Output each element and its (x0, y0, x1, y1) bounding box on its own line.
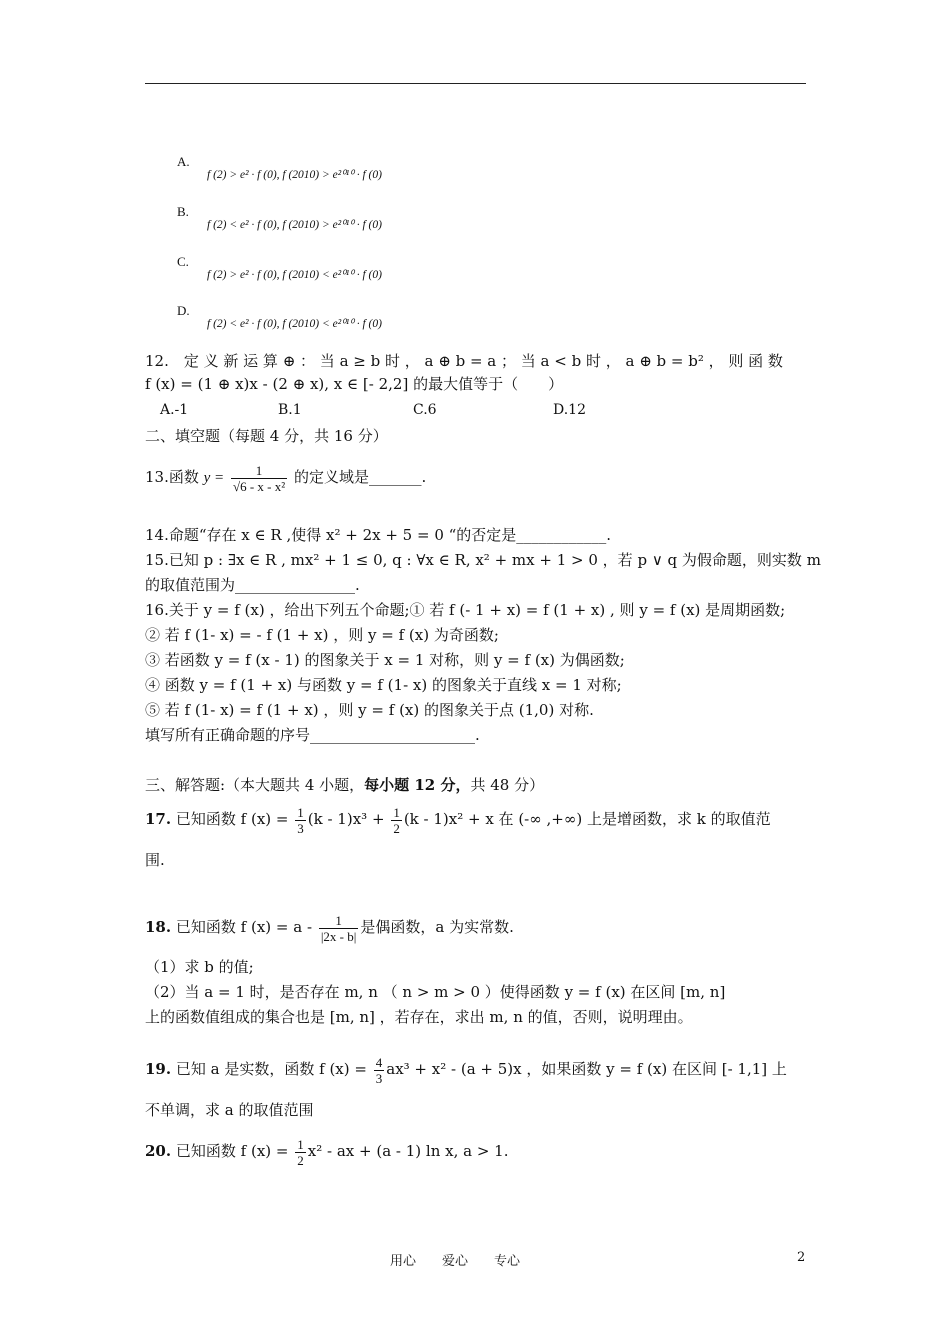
q12-choice-a: A.-1 (160, 402, 189, 418)
q12-choice-b: B.1 (278, 402, 302, 418)
q20-line1 (145, 1132, 810, 1170)
q13-numerator: 1 (255, 462, 263, 478)
q19-fraction (374, 1055, 385, 1086)
q13-lhs: y = (203, 470, 225, 486)
q17-number: 17. (145, 810, 172, 828)
q20-f-den: 2 (297, 1152, 304, 1168)
option-a-letter: A. (177, 154, 190, 169)
q19-f-num: 4 (375, 1054, 383, 1070)
q19-f-den: 3 (375, 1070, 383, 1086)
q20-text-b: x² - ax + (a - 1) ln x, a > 1. (307, 1142, 509, 1160)
q18-part3: 上的函数值组成的集合也是 [m, n] ，若存在，求出 m, n 的值，否则，说明理由。 (145, 1008, 693, 1026)
q12-choices (160, 398, 825, 422)
q19-text-b: ax³ + x² - (a + 5)x ，如果函数 y = f (x) 在区间 [- 1,1] 上 (386, 1060, 787, 1078)
q12-line1: 12. 定 义 新 运 算 ⊕ ： 当 a ≥ b 时 ， a ⊕ b = a ； 当 a < b 时 ， a ⊕ b = b² ， 则 函 数 (145, 352, 783, 370)
q13 (145, 458, 810, 497)
q20-f-num: 1 (297, 1136, 304, 1152)
section3-heading (145, 773, 810, 797)
q18-text-a: 已知函数 f (x) = a - (175, 918, 313, 936)
q12-choice-c: C.6 (413, 402, 437, 418)
q16-line4: ④ 函数 y = f (1 + x) 与函数 y = f (1- x) 的图象关于直线 x = 1 对称; (145, 676, 622, 694)
q12-choice-d: D.12 (553, 402, 586, 418)
option-d-expr: f (2) < e² · f (0), f (2010) < e²⁰¹⁰ · f (0) (207, 318, 382, 330)
q19-line2: 不单调，求 a 的取值范围 (145, 1101, 314, 1119)
q18-f-den: |2x - b| (320, 928, 357, 944)
q12-line2: f (x) = (1 ⊕ x)x - (2 ⊕ x), x ∈ [- 2,2] 的最大值等于（ ） (145, 375, 564, 393)
option-c-expr: f (2) > e² · f (0), f (2010) < e²⁰¹⁰ · f (0) (207, 269, 382, 281)
q17-line1 (145, 800, 810, 838)
q20-number: 20. (145, 1142, 172, 1160)
q18-number: 18. (145, 918, 172, 936)
section3-part-c: 共 48 分） (470, 776, 545, 794)
q17-f1-den: 3 (297, 820, 304, 836)
q16-line3: ③ 若函数 y = f (x - 1) 的图象关于 x = 1 对称，则 y = f (x) 为偶函数; (145, 651, 625, 669)
q13-suffix: 的定义域是_______. (293, 468, 427, 486)
q14: 14.命题“存在 x ∈ R ,使得 x² + 2x + 5 = 0 “的否定是____________. (145, 526, 612, 544)
q13-prefix: 13.函数 (145, 468, 199, 486)
q17-text-a: 已知函数 f (x) = (175, 810, 289, 828)
q16-line1: 16.关于 y = f (x) ，给出下列五个命题;① 若 f (- 1 + x) = f (1 + x) , 则 y = f (x) 是周期函数; (145, 601, 786, 619)
q15-line1: 15.已知 p : ∃x ∈ R , mx² + 1 ≤ 0, q : ∀x ∈ R, x² + mx + 1 > 0 ，若 p ∨ q 为假命题，则实数 m (145, 551, 821, 569)
q16-line5: ⑤ 若 f (1- x) = f (1 + x) ，则 y = f (x) 的图象关于点 (1,0) 对称. (145, 701, 594, 719)
section2-heading: 二、填空题（每题 4 分，共 16 分） (145, 427, 388, 445)
q15-line2: 的取值范围为________________. (145, 576, 360, 594)
q18-f-num: 1 (335, 912, 342, 928)
q13-denominator: √6 - x - x² (232, 478, 286, 494)
q18-part1: （1）求 b 的值; (145, 958, 254, 976)
option-d-letter: D. (177, 303, 190, 318)
header-rule (145, 83, 806, 84)
option-a-expr: f (2) > e² · f (0), f (2010) > e²⁰¹⁰ · f (0) (207, 169, 382, 181)
section3-part-b: 每小题 12 分， (364, 776, 471, 794)
q18-line1 (145, 908, 810, 946)
option-b-expr: f (2) < e² · f (0), f (2010) > e²⁰¹⁰ · f (0) (207, 219, 382, 231)
q17-fraction-2 (391, 805, 402, 836)
q20-fraction (295, 1137, 306, 1168)
q16-line6: 填写所有正确命题的序号______________________. (145, 726, 480, 744)
footer-slogan: 用心 爱心 专心 (390, 1254, 521, 1269)
q17-f2-num: 1 (393, 804, 400, 820)
q17-f1-num: 1 (297, 804, 304, 820)
section3-part-a: 三、解答题:（本大题共 4 小题， (145, 776, 365, 794)
q19-line1 (145, 1050, 810, 1088)
q18-text-b: 是偶函数，a 为实常数. (360, 918, 514, 936)
q19-text-a: 已知 a 是实数，函数 f (x) = (175, 1060, 367, 1078)
q17-text-c: (k - 1)x² + x 在 (-∞ ,+∞) 上是增函数，求 k 的取值范 (403, 810, 771, 828)
q17-f2-den: 2 (393, 820, 400, 836)
q19-number: 19. (145, 1060, 172, 1078)
option-c-letter: C. (177, 254, 189, 269)
page-number: 2 (797, 1250, 806, 1265)
option-b-letter: B. (177, 204, 189, 219)
q20-text-a: 已知函数 f (x) = (175, 1142, 289, 1160)
q17-text-b: (k - 1)x³ + (307, 810, 385, 828)
q18-part2: （2）当 a = 1 时，是否存在 m, n （ n > m > 0 ）使得函数 y = f (x) 在区间 [m, n] (145, 983, 726, 1001)
q18-fraction (319, 913, 359, 944)
q16-line2: ② 若 f (1- x) = - f (1 + x) ，则 y = f (x) 为奇函数; (145, 626, 499, 644)
q17-line2: 围. (145, 851, 165, 869)
q17-fraction-1 (295, 805, 306, 836)
q13-fraction (231, 463, 287, 494)
